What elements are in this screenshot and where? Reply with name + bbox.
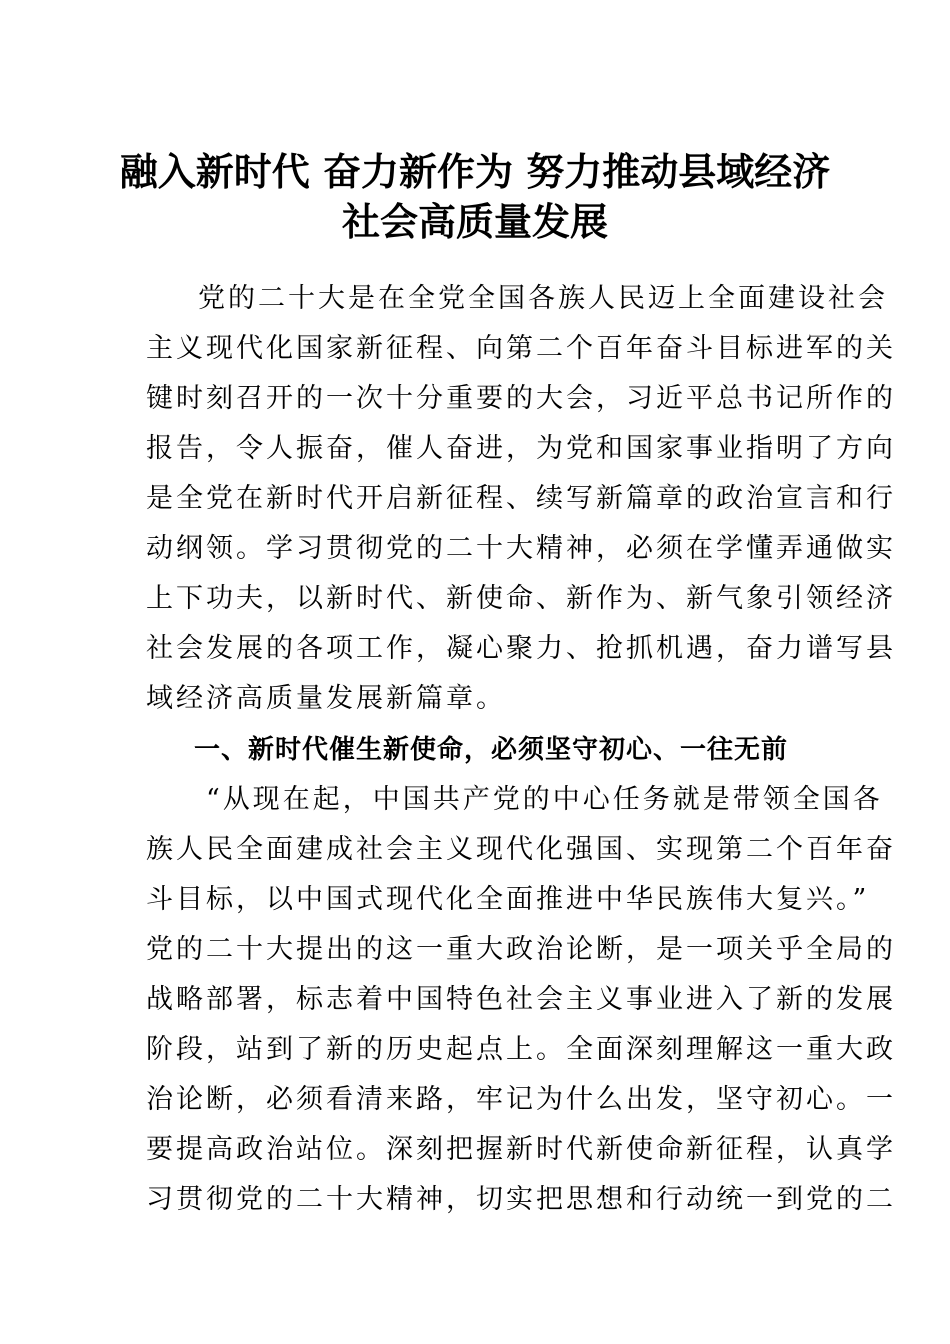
paragraph-1-line-4: 报告，令人振奋，催人奋进，为党和国家事业指明了方向 — [146, 433, 896, 464]
document-title-line-1: 融入新时代 奋力新作为 努力推动县域经济 — [119, 149, 831, 194]
paragraph-2-line-4: 党的二十大提出的这一重大政治论断，是一项关乎全局的 — [146, 934, 896, 965]
paragraph-1-line-8: 社会发展的各项工作，凝心聚力、抢抓机遇，奋力谱写县 — [146, 633, 896, 664]
paragraph-1-line-6: 动纲领。学习贯彻党的二十大精神，必须在学懂弄通做实 — [146, 533, 896, 564]
section-1-heading: 一、新时代催生新使命，必须坚守初心、一往无前 — [194, 735, 789, 765]
paragraph-1-line-9: 域经济高质量发展新篇章。 — [146, 683, 506, 714]
paragraph-1-line-2: 主义现代化国家新征程、向第二个百年奋斗目标进军的关 — [146, 333, 896, 364]
paragraph-1-line-1: 党的二十大是在全党全国各族人民迈上全面建设社会 — [198, 283, 888, 314]
paragraph-2-line-8: 要提高政治站位。深刻把握新时代新使命新征程，认真学 — [146, 1134, 896, 1165]
paragraph-2-line-3: 斗目标，以中国式现代化全面推进中华民族伟大复兴。” — [146, 884, 870, 915]
document-title-line-2: 社会高质量发展 — [341, 199, 608, 244]
paragraph-2-line-1: “从现在起，中国共产党的中心任务就是带领全国各 — [206, 784, 883, 815]
paragraph-1-line-3: 键时刻召开的一次十分重要的大会，习近平总书记所作的 — [146, 383, 896, 414]
paragraph-1-line-5: 是全党在新时代开启新征程、续写新篇章的政治宣言和行 — [146, 483, 896, 514]
paragraph-2-line-6: 阶段，站到了新的历史起点上。全面深刻理解这一重大政 — [146, 1034, 896, 1065]
paragraph-2-line-2: 族人民全面建成社会主义现代化强国、实现第二个百年奋 — [146, 834, 896, 865]
paragraph-2-line-9: 习贯彻党的二十大精神，切实把思想和行动统一到党的二 — [146, 1184, 896, 1215]
paragraph-2-line-5: 战略部署，标志着中国特色社会主义事业进入了新的发展 — [146, 984, 896, 1015]
paragraph-2-line-7: 治论断，必须看清来路，牢记为什么出发，坚守初心。一 — [146, 1084, 896, 1115]
paragraph-1-line-7: 上下功夫，以新时代、新使命、新作为、新气象引领经济 — [146, 583, 896, 614]
